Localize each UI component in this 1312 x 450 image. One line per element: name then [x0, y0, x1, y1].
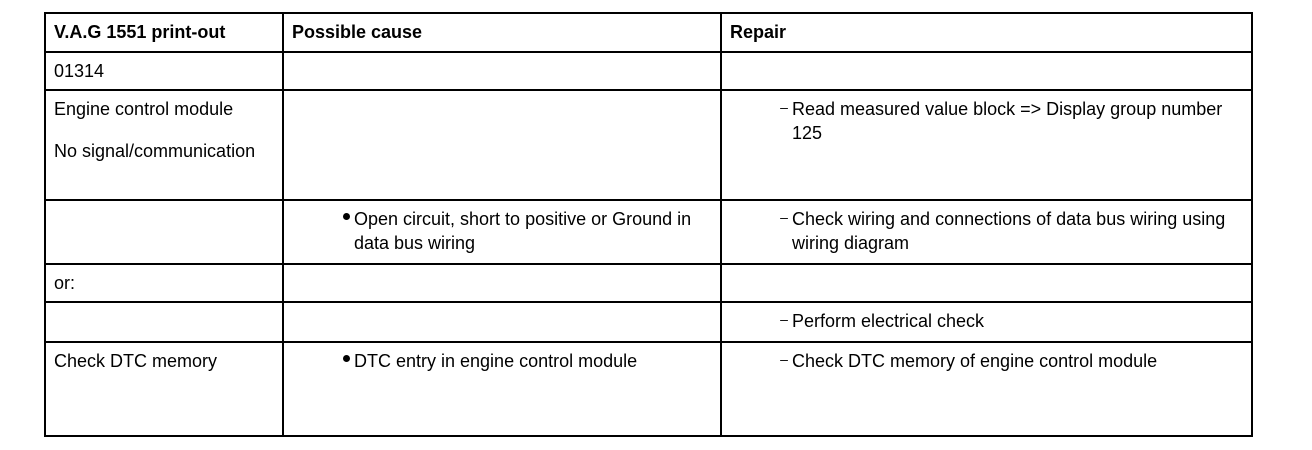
- component-name: Engine control module: [54, 99, 234, 119]
- repair-text: Check wiring and connections of data bus wiring using wiring diagram: [792, 209, 1226, 253]
- empty-cell: [283, 302, 721, 342]
- header-possible-cause: Possible cause: [283, 13, 721, 52]
- repair-text: Check DTC memory of engine control module: [792, 351, 1158, 371]
- or-label: or:: [45, 264, 283, 302]
- table-row: [45, 200, 1252, 264]
- empty-cell: [283, 90, 721, 200]
- repair-step: [730, 207, 1243, 255]
- header-printout: V.A.G 1551 print-out: [45, 13, 283, 52]
- cause-item: [292, 349, 712, 373]
- cause-text: DTC entry in engine control module: [354, 351, 638, 371]
- empty-cell: [45, 302, 283, 342]
- repair-cell: [721, 342, 1252, 436]
- dash-marker: –: [780, 311, 788, 327]
- empty-cell: [721, 52, 1252, 90]
- repair-text: Perform electrical check: [792, 311, 985, 331]
- printout-cell: [45, 90, 283, 200]
- repair-text: Read measured value block => Display group number 125: [792, 99, 1223, 143]
- bullet-icon: [340, 349, 352, 373]
- fault-type: No signal/communication: [54, 141, 256, 161]
- empty-cell: [721, 264, 1252, 302]
- repair-cell: [721, 302, 1252, 342]
- dash-marker: –: [780, 351, 788, 367]
- cause-cell: [283, 200, 721, 264]
- repair-cell: [721, 90, 1252, 200]
- dash-marker: –: [780, 209, 788, 225]
- cause-text: Open circuit, short to positive or Ground in data bus wiring: [354, 209, 692, 253]
- repair-step: [730, 309, 1243, 333]
- table-row: [45, 264, 1252, 302]
- empty-cell: [45, 200, 283, 264]
- table-row: [45, 90, 1252, 200]
- printout-cell: Check DTC memory: [45, 342, 283, 436]
- cause-cell: [283, 342, 721, 436]
- fault-code: 01314: [45, 52, 283, 90]
- table-row: [45, 52, 1252, 90]
- repair-step: [730, 349, 1243, 373]
- empty-cell: [283, 264, 721, 302]
- table-row: [45, 302, 1252, 342]
- bullet-icon: [340, 207, 352, 231]
- table-header-row: [45, 13, 1252, 52]
- diagnostic-table: [44, 12, 1253, 437]
- table-row: [45, 342, 1252, 436]
- empty-cell: [283, 52, 721, 90]
- header-repair: Repair: [721, 13, 1252, 52]
- repair-cell: [721, 200, 1252, 264]
- cause-item: [292, 207, 712, 255]
- dash-marker: –: [780, 99, 788, 115]
- repair-step: [730, 97, 1243, 145]
